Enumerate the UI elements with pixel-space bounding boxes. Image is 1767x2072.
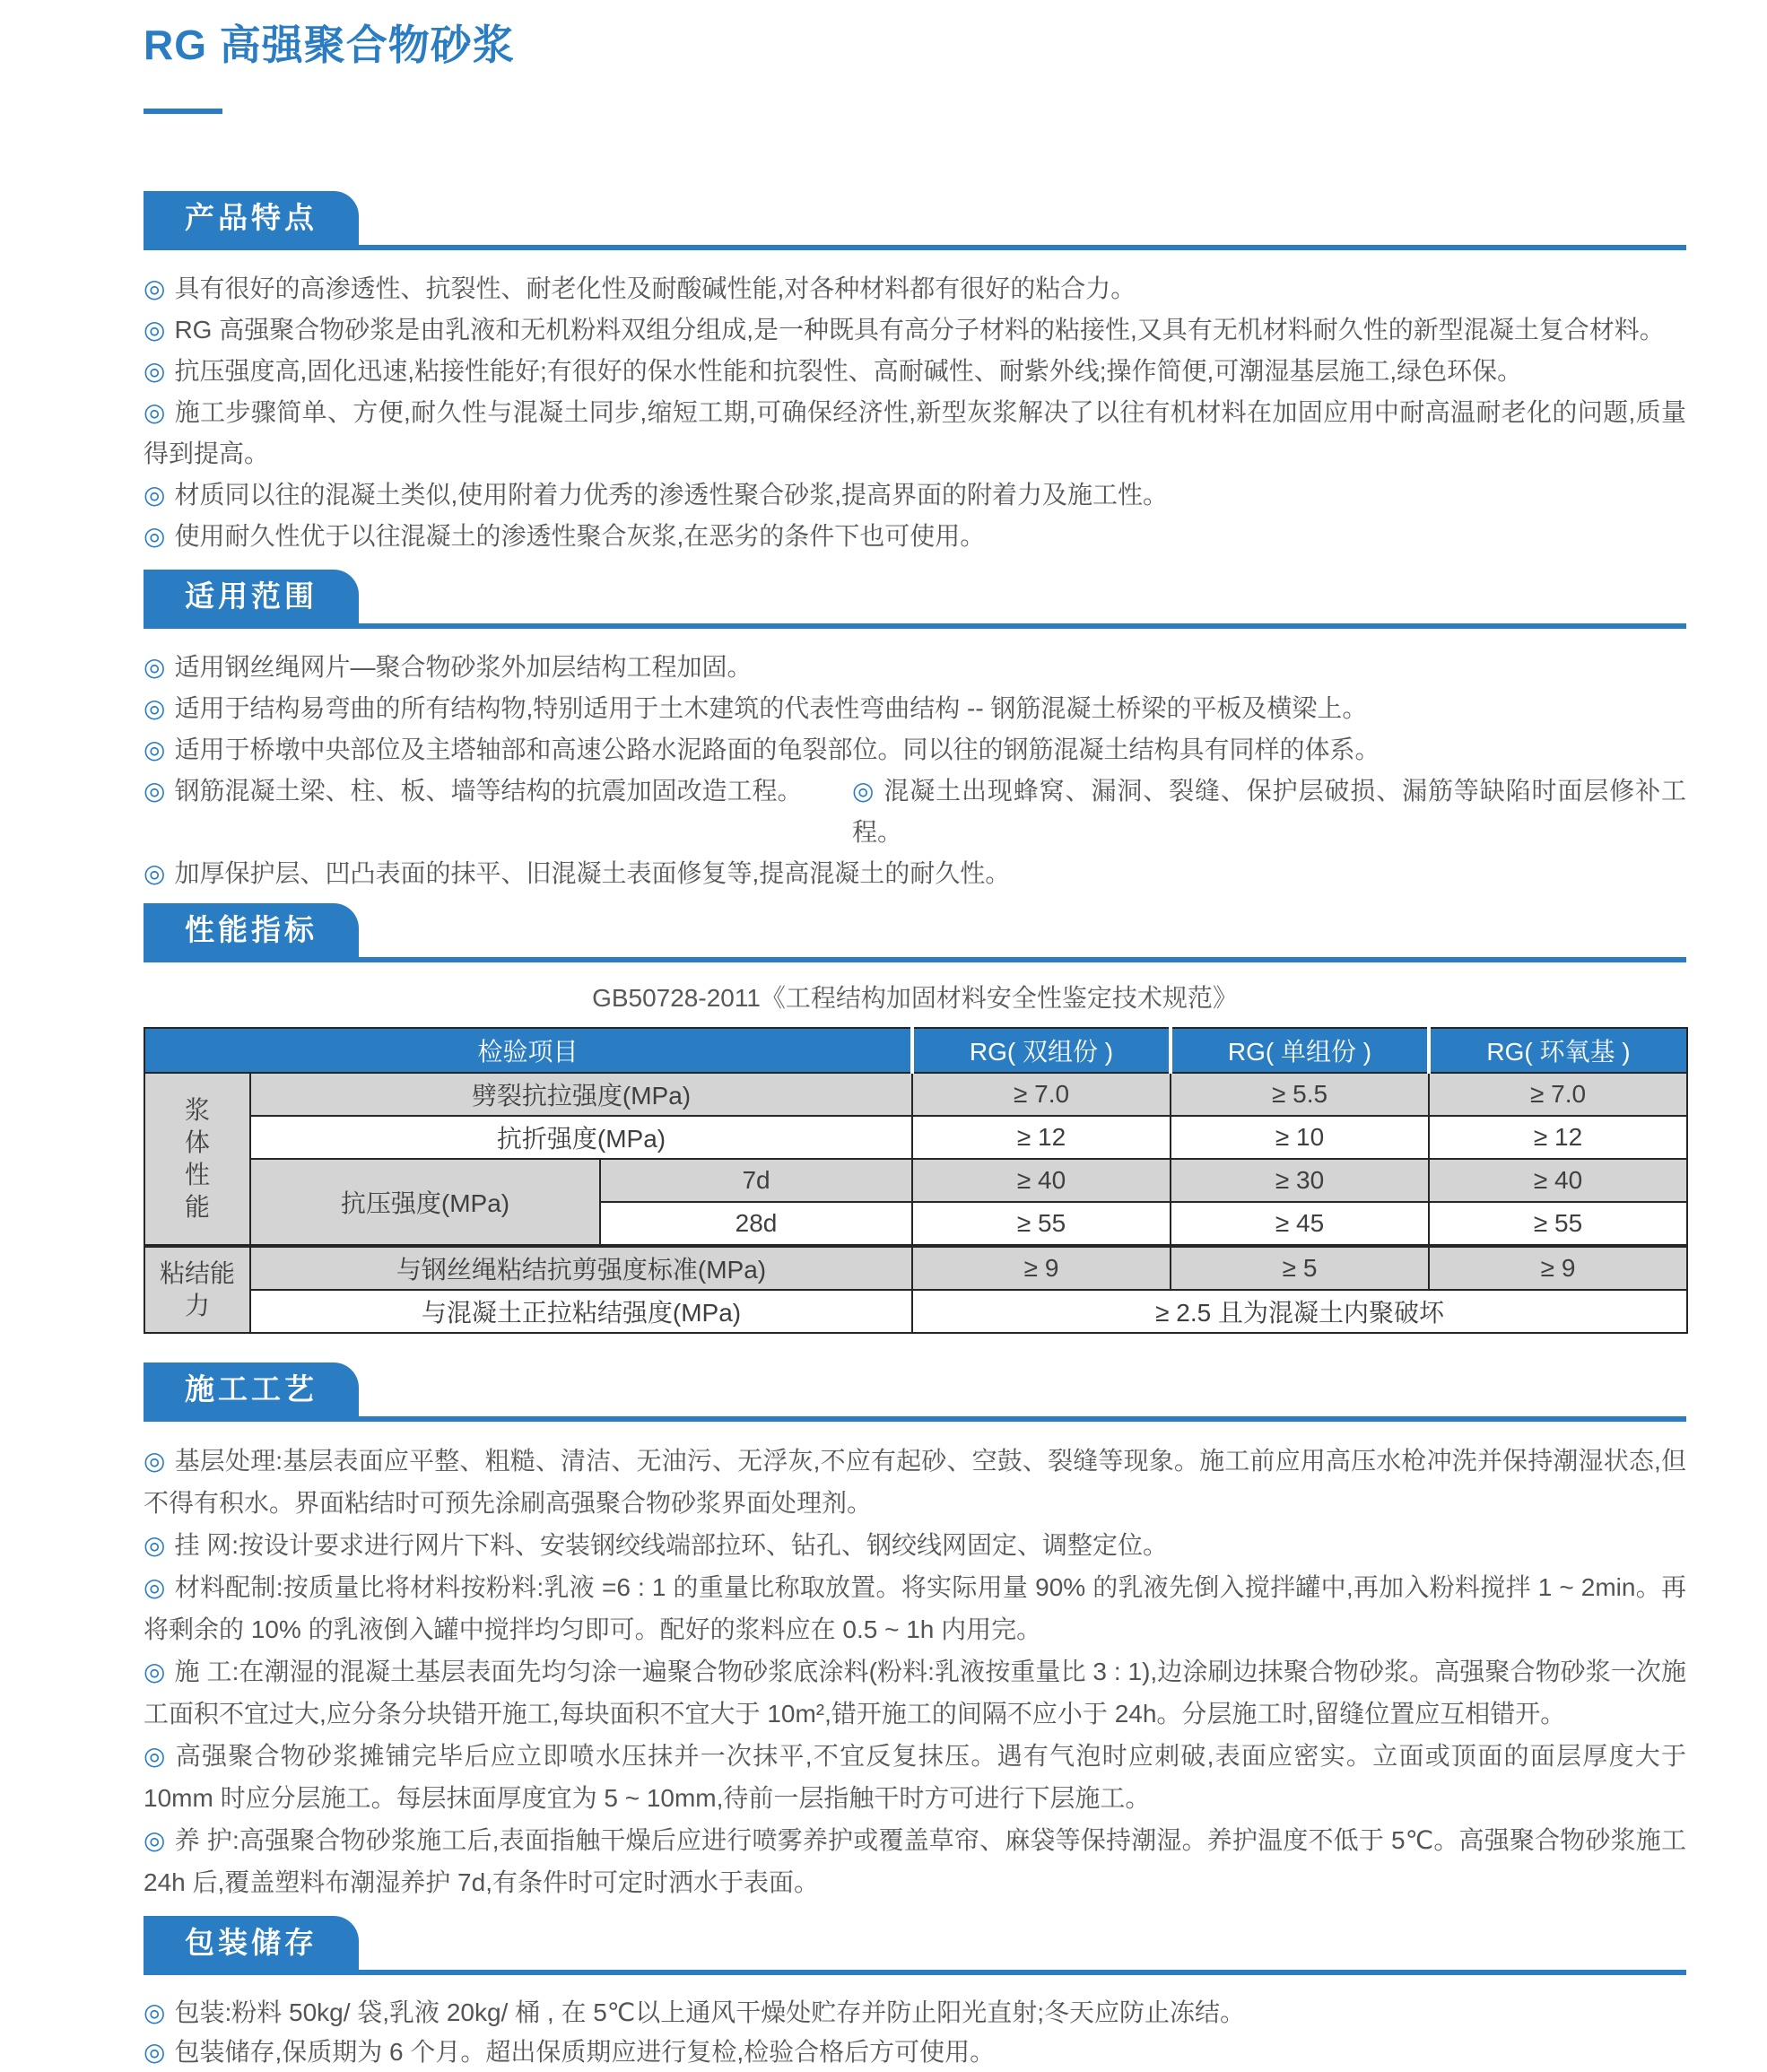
section-process-tab: 施工工艺 — [144, 1362, 359, 1416]
item-label-cell: 与混凝土正拉粘结强度(MPa) — [250, 1290, 912, 1333]
scope-text: 加厚保护层、凹凸表面的抹平、旧混凝土表面修复等,提高混凝土的耐久性。 — [174, 858, 1011, 887]
scope-item-pair — [144, 770, 1686, 853]
packaging-text: 包装:粉料 50kg/ 袋,乳液 20kg/ 桶 , 在 5℃以上通风干燥处贮存并防止阳光直射;冬天应防止冻结。 — [174, 1998, 1246, 2026]
section-features-tab: 产品特点 — [144, 191, 359, 245]
bullet-icon: ◎ — [144, 652, 166, 681]
feature-text: 具有很好的高渗透性、抗裂性、耐老化性及耐酸碱性能,对各种材料都有很好的粘合力。 — [174, 274, 1136, 302]
scope-text: 适用钢丝绳网片—聚合物砂浆外加层结构工程加固。 — [174, 652, 753, 681]
bullet-icon: ◎ — [144, 776, 166, 805]
group-char: 力 — [184, 1291, 210, 1319]
bullet-icon: ◎ — [144, 1741, 167, 1770]
item-label-cell: 抗压强度(MPa) — [250, 1159, 600, 1246]
group-char: 体 — [184, 1127, 210, 1156]
bullet-icon: ◎ — [144, 2037, 166, 2066]
value-cell: ≥ 9 — [1429, 1246, 1687, 1290]
value-cell: ≥ 9 — [912, 1246, 1171, 1290]
table-header-row — [144, 1028, 1687, 1073]
table-row-shear-bond — [144, 1246, 1687, 1290]
process-item — [144, 1524, 1686, 1566]
group-char: 粘结能 — [159, 1258, 235, 1287]
performance-table — [144, 1027, 1688, 1334]
group-cell-slurry — [144, 1073, 250, 1246]
process-item — [144, 1819, 1686, 1903]
process-text: 养 护:高强聚合物砂浆施工后,表面指触干燥后应进行喷雾养护或覆盖草帘、麻袋等保持潮湿。养护温度不低于 5℃。高强聚合物砂浆施工 24h 后,覆盖塑料布潮湿养护 7d,有条件时可定时洒水于表面。 — [144, 1825, 1686, 1896]
bullet-icon: ◎ — [144, 356, 166, 385]
process-item — [144, 1735, 1686, 1819]
value-cell: ≥ 45 — [1171, 1202, 1429, 1246]
packaging-list — [144, 1993, 1686, 2072]
value-cell: ≥ 7.0 — [1429, 1073, 1687, 1116]
value-cell: ≥ 12 — [912, 1116, 1171, 1159]
bullet-icon: ◎ — [144, 1446, 166, 1475]
packaging-item — [144, 2033, 1686, 2072]
value-cell: ≥ 55 — [912, 1202, 1171, 1246]
header-cell-rge: RG( 环氧基 ) — [1429, 1028, 1687, 1073]
bullet-icon: ◎ — [144, 315, 166, 344]
process-item — [144, 1650, 1686, 1735]
scope-item — [144, 770, 852, 853]
feature-text: 施工步骤简单、方便,耐久性与混凝土同步,缩短工期,可确保经济性,新型灰浆解决了以往有机材料在加固应用中耐高温耐老化的问题,质量得到提高。 — [144, 397, 1686, 467]
feature-text: 使用耐久性优于以往混凝土的渗透性聚合灰浆,在恶劣的条件下也可使用。 — [174, 521, 986, 550]
value-cell: ≥ 5.5 — [1171, 1073, 1429, 1116]
bullet-icon: ◎ — [144, 1530, 166, 1559]
scope-item — [144, 647, 1686, 688]
header-cell-rg2: RG( 双组份 ) — [912, 1028, 1171, 1073]
bullet-icon: ◎ — [144, 274, 166, 302]
header-cell-rg1: RG( 单组份 ) — [1171, 1028, 1429, 1073]
section-scope-tab: 适用范围 — [144, 570, 359, 623]
feature-item — [144, 268, 1686, 309]
process-item — [144, 1566, 1686, 1650]
table-row-compressive-7d — [144, 1159, 1687, 1202]
value-cell: ≥ 7.0 — [912, 1073, 1171, 1116]
feature-item — [144, 474, 1686, 516]
merged-value-cell: ≥ 2.5 且为混凝土内聚破坏 — [912, 1290, 1687, 1333]
item-label-cell: 与钢丝绳粘结抗剪强度标准(MPa) — [250, 1246, 912, 1290]
feature-text: 材质同以往的混凝土类似,使用附着力优秀的渗透性聚合砂浆,提高界面的附着力及施工性。 — [174, 480, 1169, 509]
process-item — [144, 1440, 1686, 1524]
scope-item — [144, 688, 1686, 729]
sub-label-cell: 7d — [600, 1159, 912, 1202]
packaging-text: 包装储存,保质期为 6 个月。超出保质期应进行复检,检验合格后方可使用。 — [174, 2037, 996, 2066]
section-features-header — [144, 191, 1686, 250]
item-label-cell: 抗折强度(MPa) — [250, 1116, 912, 1159]
features-list — [144, 268, 1686, 557]
bullet-icon: ◎ — [144, 735, 166, 763]
bullet-icon: ◎ — [144, 1998, 166, 2026]
process-text: 基层处理:基层表面应平整、粗糙、清洁、无油污、无浮灰,不应有起砂、空鼓、裂缝等现象。施工前应用高压水枪冲洗并保持潮湿状态,但不得有积水。界面粘结时可预先涂刷高强聚合物砂浆界面处理剂。 — [144, 1446, 1686, 1517]
bullet-icon: ◎ — [852, 776, 875, 805]
bullet-icon: ◎ — [144, 858, 166, 887]
group-char: 浆 — [184, 1095, 210, 1124]
table-caption: GB50728-2011《工程结构加固材料安全性鉴定技术规范》 — [592, 983, 1238, 1012]
sub-label-cell: 28d — [600, 1202, 912, 1246]
value-cell: ≥ 55 — [1429, 1202, 1687, 1246]
group-cell-bond — [144, 1246, 250, 1333]
scope-text: 混凝土出现蜂窝、漏洞、裂缝、保护层破损、漏筋等缺陷时面层修补工程。 — [852, 776, 1686, 846]
packaging-item — [144, 1993, 1686, 2033]
feature-item — [144, 516, 1686, 557]
table-row-split-tensile — [144, 1073, 1687, 1116]
bullet-icon: ◎ — [144, 1572, 166, 1601]
feature-item — [144, 309, 1686, 351]
bullet-icon: ◎ — [144, 1657, 166, 1685]
bullet-icon: ◎ — [144, 521, 166, 550]
page-title: RG 高强聚合物砂浆 — [144, 22, 515, 68]
value-cell: ≥ 40 — [912, 1159, 1171, 1202]
scope-item — [144, 853, 1686, 894]
scope-list — [144, 647, 1686, 894]
header-cell-item: 检验项目 — [144, 1028, 912, 1073]
title-underline — [144, 109, 222, 114]
value-cell: ≥ 30 — [1171, 1159, 1429, 1202]
section-process-header — [144, 1362, 1686, 1422]
value-cell: ≥ 40 — [1429, 1159, 1687, 1202]
feature-text: 抗压强度高,固化迅速,粘接性能好;有很好的保水性能和抗裂性、高耐碱性、耐紫外线;操作简便,可潮湿基层施工,绿色环保。 — [174, 356, 1523, 385]
item-label-cell: 劈裂抗拉强度(MPa) — [250, 1073, 912, 1116]
scope-text: 适用于结构易弯曲的所有结构物,特别适用于土木建筑的代表性弯曲结构 -- 钢筋混凝土桥梁的平板及横梁上。 — [174, 693, 1368, 722]
bullet-icon: ◎ — [144, 397, 166, 426]
feature-item — [144, 351, 1686, 392]
value-cell: ≥ 12 — [1429, 1116, 1687, 1159]
section-packaging-tab: 包装储存 — [144, 1916, 359, 1970]
feature-item — [144, 392, 1686, 474]
section-performance-header — [144, 903, 1686, 962]
table-row-tensile-bond — [144, 1290, 1687, 1333]
scope-item — [852, 770, 1686, 853]
section-packaging-header — [144, 1916, 1686, 1975]
bullet-icon: ◎ — [144, 693, 166, 722]
group-char: 性 — [184, 1160, 210, 1188]
table-row-flexural — [144, 1116, 1687, 1159]
value-cell: ≥ 10 — [1171, 1116, 1429, 1159]
section-performance-tab: 性能指标 — [144, 903, 359, 957]
scope-item — [144, 729, 1686, 770]
scope-text: 钢筋混凝土梁、柱、板、墙等结构的抗震加固改造工程。 — [174, 776, 803, 805]
section-scope-header — [144, 570, 1686, 629]
bullet-icon: ◎ — [144, 480, 166, 509]
feature-text: RG 高强聚合物砂浆是由乳液和无机粉料双组分组成,是一种既具有高分子材料的粘接性,又具有无机材料耐久性的新型混凝土复合材料。 — [174, 315, 1665, 344]
bullet-icon: ◎ — [144, 1825, 166, 1854]
scope-text: 适用于桥墩中央部位及主塔轴部和高速公路水泥路面的龟裂部位。同以往的钢筋混凝土结构具有同样的体系。 — [174, 735, 1380, 763]
group-char: 能 — [184, 1192, 210, 1221]
process-text: 材料配制:按质量比将材料按粉料:乳液 =6 : 1 的重量比称取放置。将实际用量 90% 的乳液先倒入搅拌罐中,再加入粉料搅拌 1 ~ 2min。再将剩余的 10% 的乳液倒入罐中搅拌均匀即可。配好的浆料应在 0.5 ~ 1h 内用完。 — [144, 1572, 1686, 1643]
process-text: 高强聚合物砂浆摊铺完毕后应立即喷水压抹并一次抹平,不宜反复抹压。遇有气泡时应刺破,表面应密实。立面或顶面的面层厚度大于 10mm 时应分层施工。每层抹面厚度宜为 5 ~ 10mm,待前一层指触干时方可进行下层施工。 — [144, 1741, 1686, 1812]
value-cell: ≥ 5 — [1171, 1246, 1429, 1290]
process-text: 挂 网:按设计要求进行网片下料、安装钢绞线端部拉环、钻孔、钢绞线网固定、调整定位。 — [174, 1530, 1169, 1559]
process-text: 施 工:在潮湿的混凝土基层表面先均匀涂一遍聚合物砂浆底涂料(粉料:乳液按重量比 3 : 1),边涂刷边抹聚合物砂浆。高强聚合物砂浆一次施工面积不宜过大,应分条分块错开施工,每块面积不宜大于 10m²,错开施工的间隔不应小于 24h。分层施工时,留缝位置应互相错开。 — [144, 1657, 1686, 1728]
process-list — [144, 1440, 1686, 1903]
